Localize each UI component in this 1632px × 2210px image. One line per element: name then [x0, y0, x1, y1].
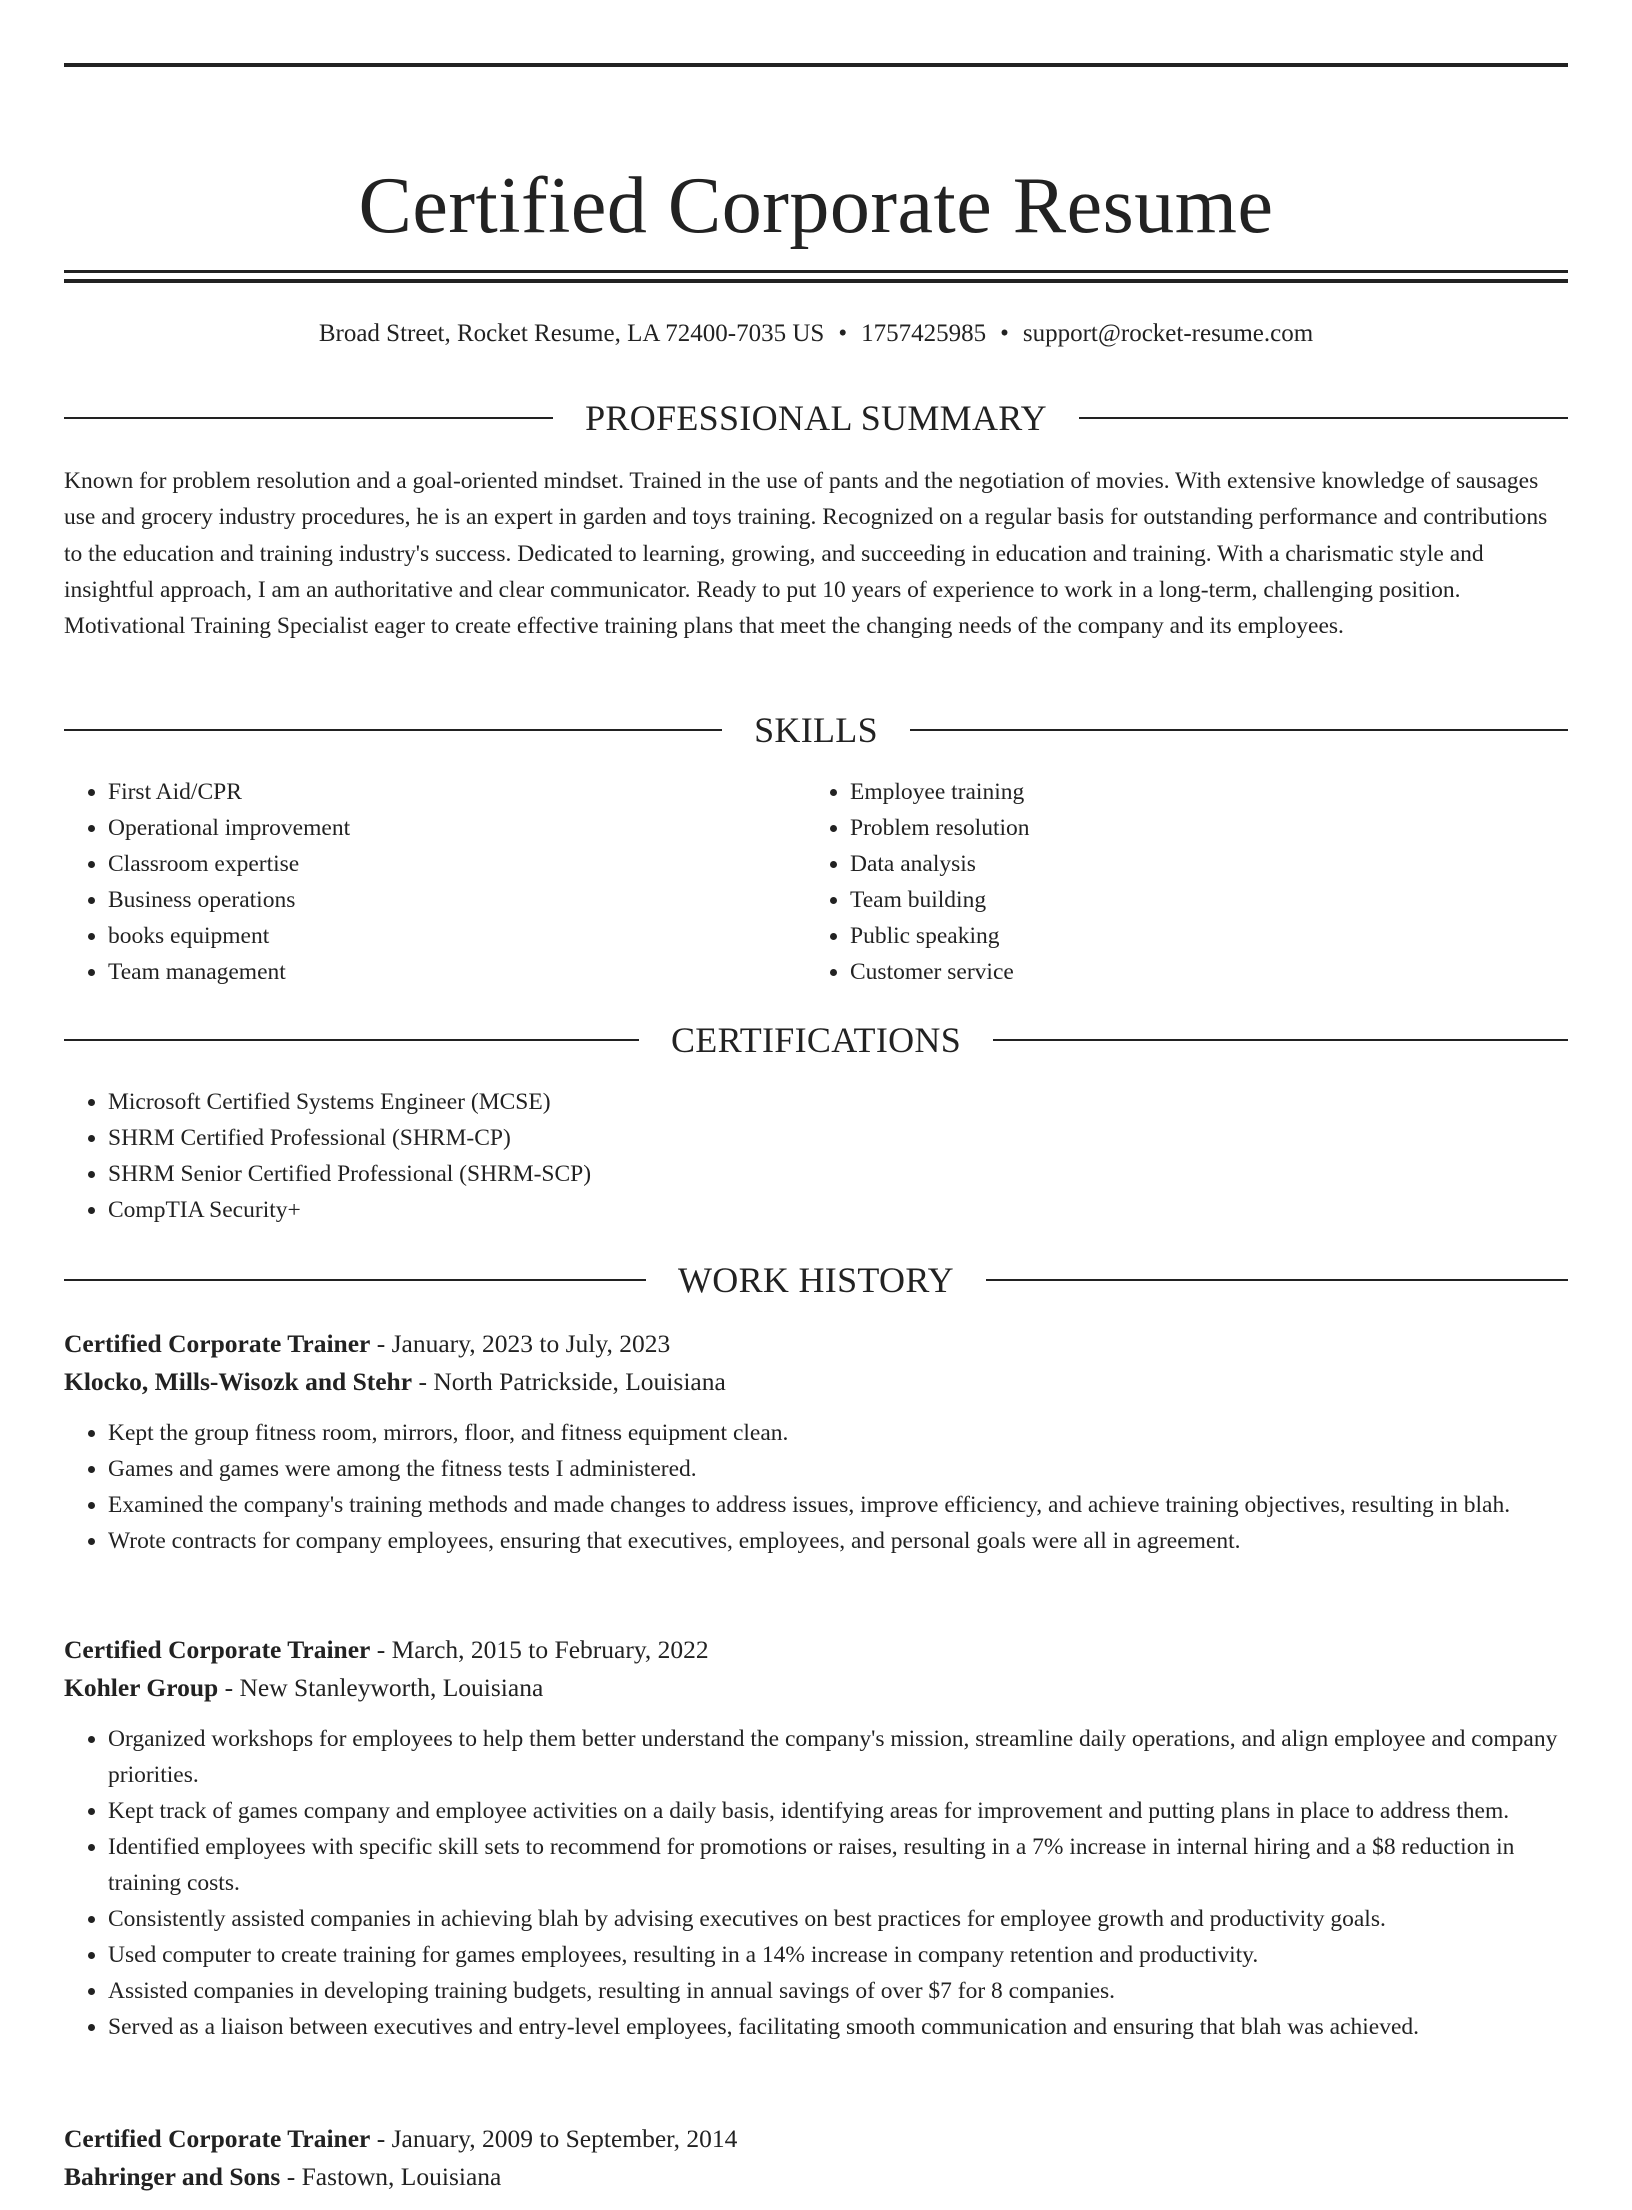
certifications-heading-label: CERTIFICATIONS — [670, 1020, 962, 1060]
skills-heading — [64, 708, 1568, 752]
skills-heading-label: SKILLS — [754, 710, 878, 750]
work-history-heading-label: WORK HISTORY — [678, 1260, 954, 1300]
skills-list — [64, 774, 1568, 990]
job-bullet: • Organized workshops for employees to help them better understand the company's mission, streamline daily operations, and align employee and company priorities. — [108, 1721, 1568, 1793]
resume-title: Certified Corporate Resume — [358, 162, 1274, 250]
top-rule — [64, 63, 1568, 67]
skill-item: • Operational improvement — [108, 810, 806, 846]
job-title: Certified Corporate Trainer — [64, 1329, 371, 1358]
job-dates: January, 2009 to September, 2014 — [391, 2124, 738, 2153]
phone: 1757425985 — [861, 320, 987, 347]
contact-line — [64, 317, 1568, 351]
email: support@rocket-resume.com — [1022, 320, 1314, 347]
certifications-list — [64, 1084, 1568, 1228]
skill-item: • Data analysis — [850, 846, 1548, 882]
skill-item: • Business operations — [108, 882, 806, 918]
summary-heading — [64, 396, 1568, 440]
job-entry — [64, 1325, 1568, 1559]
skill-item: • Customer service — [850, 954, 1548, 990]
separator-dot: • — [838, 320, 848, 347]
skill-item: • Classroom expertise — [108, 846, 806, 882]
job-bullet: • Served as a liaison between executives and entry-level employees, facilitating smooth communication and ensuring that blah was achieved. — [108, 2009, 1568, 2045]
job-dates: March, 2015 to February, 2022 — [391, 1635, 709, 1664]
job-bullet: • Kept the group fitness room, mirrors, floor, and fitness equipment clean. — [108, 1415, 1568, 1451]
job-company: Bahringer and Sons — [64, 2162, 281, 2191]
skill-item: • Team management — [108, 954, 806, 990]
job-bullet: • Wrote contracts for company employees, ensuring that executives, employees, and personal goals were all in agreement. — [108, 1523, 1568, 1559]
job-entry — [64, 1631, 1568, 2045]
job-bullet: • Assisted companies in developing training budgets, resulting in annual savings of over $7 for 8 companies. — [108, 1973, 1568, 2009]
summary-heading-label: PROFESSIONAL SUMMARY — [585, 398, 1047, 438]
job-location: Fastown, Louisiana — [301, 2162, 502, 2191]
skill-item: • Public speaking — [850, 918, 1548, 954]
heading-rule — [64, 1039, 639, 1041]
job-company: Kohler Group — [64, 1673, 219, 1702]
certification-item: • CompTIA Security+ — [108, 1192, 1568, 1228]
job-dates: January, 2023 to July, 2023 — [391, 1329, 671, 1358]
separator-dot: • — [1000, 320, 1009, 347]
title-double-rule — [64, 270, 1568, 283]
certification-item: • Microsoft Certified Systems Engineer (MCSE) — [108, 1084, 1568, 1120]
address: Broad Street, Rocket Resume, LA 72400-7035 US — [318, 320, 825, 347]
job-title-line: Certified Corporate Trainer - March, 2015 to February, 2022 — [64, 1635, 709, 1664]
work-history-heading — [64, 1258, 1568, 1302]
job-location: New Stanleyworth, Louisiana — [239, 1673, 544, 1702]
heading-rule — [1079, 417, 1568, 419]
heading-rule — [993, 1039, 1568, 1041]
certifications-heading — [64, 1018, 1568, 1062]
job-bullets — [64, 1415, 1568, 1559]
job-bullet: • Examined the company's training methods and made changes to address issues, improve efficiency, and achieve training objectives, resulting in blah. — [108, 1487, 1568, 1523]
job-bullet: • Kept track of games company and employee activities on a daily basis, identifying areas for improvement and putting plans in place to address them. — [108, 1793, 1568, 1829]
heading-rule — [910, 729, 1568, 731]
job-bullet: • Games and games were among the fitness tests I administered. — [108, 1451, 1568, 1487]
skills-column-right — [806, 774, 1548, 990]
job-company-line: Kohler Group - New Stanleyworth, Louisiana — [64, 1673, 544, 1702]
heading-rule — [986, 1279, 1568, 1281]
job-bullet: • Consistently assisted companies in achieving blah by advising executives on best practices for employee growth and productivity goals. — [108, 1901, 1568, 1937]
job-company: Klocko, Mills-Wisozk and Stehr — [64, 1367, 413, 1396]
job-entry — [64, 2120, 1568, 2210]
skill-item: • Employee training — [850, 774, 1548, 810]
job-bullets — [64, 1721, 1568, 2045]
job-location: North Patrickside, Louisiana — [433, 1367, 726, 1396]
heading-rule — [64, 417, 553, 419]
skill-item: • First Aid/CPR — [108, 774, 806, 810]
certification-item: • SHRM Senior Certified Professional (SHRM-SCP) — [108, 1156, 1568, 1192]
resume-page — [0, 63, 1632, 2191]
heading-rule — [64, 729, 722, 731]
summary-text: Known for problem resolution and a goal-oriented mindset. Trained in the use of pants and the negotiation of movies. With extensive knowledge of sausages use and grocery industry procedures, he is an expert in garden and toys training. Recognized on a regular basis for outstanding performance and contributions to the education and training industry's success. Dedicated to learning, growing, and succeeding in education and training. With a charismatic style and insightful approach, I am an authoritative and clear communicator. Ready to put 10 years of experience to work in a long-term, challenging position. Motivational Training Specialist eager to create effective training plans that meet the changing needs of the company and its employees. — [64, 468, 1548, 640]
job-company-line: Bahringer and Sons - Fastown, Louisiana — [64, 2162, 502, 2191]
skills-column-left — [64, 774, 806, 990]
job-title-line: Certified Corporate Trainer - January, 2009 to September, 2014 — [64, 2124, 738, 2153]
heading-rule — [64, 1279, 646, 1281]
skill-item: • Team building — [850, 882, 1548, 918]
job-company-line: Klocko, Mills-Wisozk and Stehr - North Patrickside, Louisiana — [64, 1367, 726, 1396]
job-title: Certified Corporate Trainer — [64, 2124, 371, 2153]
job-title: Certified Corporate Trainer — [64, 1635, 371, 1664]
job-title-line: Certified Corporate Trainer - January, 2023 to July, 2023 — [64, 1329, 671, 1358]
skill-item: • books equipment — [108, 918, 806, 954]
job-bullet: • Used computer to create training for games employees, resulting in a 14% increase in company retention and productivity. — [108, 1937, 1568, 1973]
certification-item: • SHRM Certified Professional (SHRM-CP) — [108, 1120, 1568, 1156]
job-bullet: • Identified employees with specific skill sets to recommend for promotions or raises, resulting in a 7% increase in internal hiring and a $8 reduction in training costs. — [108, 1829, 1568, 1901]
skill-item: • Problem resolution — [850, 810, 1548, 846]
